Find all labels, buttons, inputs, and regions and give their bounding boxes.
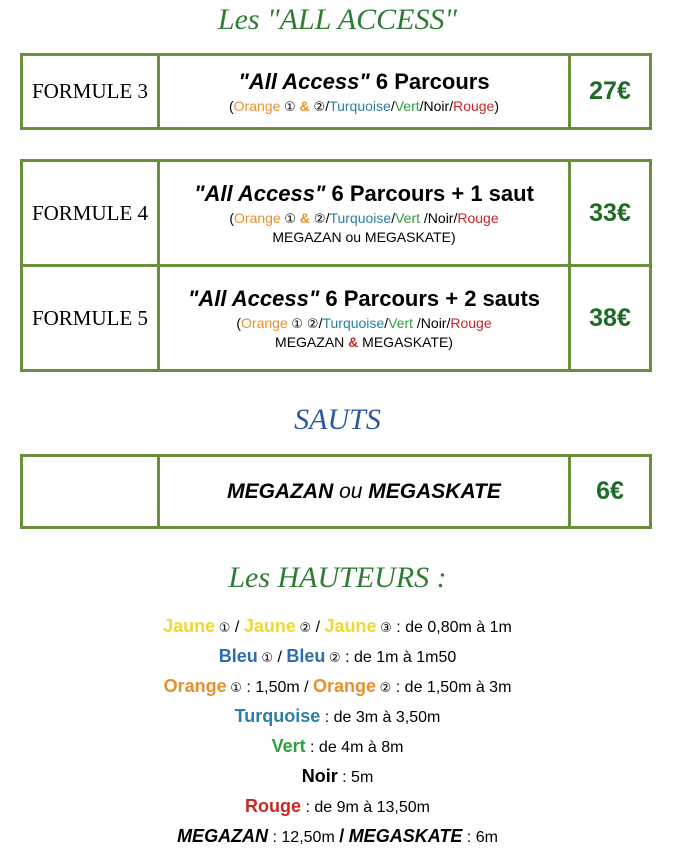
formule-row [22,266,651,371]
formule-row [22,55,651,129]
height-line-jaune: Jaune ① / Jaune ② / Jaune ③ : de 0,80m à 1m [163,616,512,636]
height-line-rouge: Rouge : de 9m à 13,50m [245,796,430,816]
formule-label: FORMULE 4 [22,161,159,266]
sauts-title: SAUTS [294,403,381,436]
sauts-label [22,456,159,528]
height-line-orange: Orange ① : 1,50m / Orange ② : de 1,50m à 3m [163,676,512,696]
formule-price: 33€ [570,161,651,266]
height-line-vert: Vert : de 4m à 8m [271,736,404,756]
formule-title: "All Access" 6 Parcours + 2 sauts [187,286,541,311]
formule-extra: MEGAZAN ou MEGASKATE) [272,229,456,245]
formule-title: "All Access" 6 Parcours + 1 saut [194,181,534,206]
formule-price: 27€ [570,55,651,129]
all-access-title: Les "ALL ACCESS" [217,3,458,36]
sauts-description: MEGAZAN ou MEGASKATE [159,456,570,528]
formule-title: "All Access" 6 Parcours [238,69,490,94]
formule-colors: (Orange ① & ②/Turquoise/Vert /Noir/Rouge [229,210,499,226]
formule-description [159,266,570,371]
formule-label: FORMULE 3 [22,55,159,129]
formule-label: FORMULE 5 [22,266,159,371]
formule-description [159,161,570,266]
formule-price: 38€ [570,266,651,371]
formule-colors: (Orange ① & ②/Turquoise/Vert/Noir/Rouge) [228,98,500,114]
formule-row [22,161,651,266]
formule-extra: MEGAZAN & MEGASKATE) [275,334,453,350]
height-line-turquoise: Turquoise : de 3m à 3,50m [234,706,441,726]
sauts-row [22,456,651,528]
sauts-price: 6€ [570,456,651,528]
hauteurs-list [0,612,675,852]
height-line-megazan: MEGAZAN : 12,50m / MEGASKATE : 6m [177,826,498,846]
formule-3-table [20,53,652,130]
formule-colors: (Orange ① ②/Turquoise/Vert /Noir/Rouge [236,315,492,331]
height-line-bleu: Bleu ① / Bleu ② : de 1m à 1m50 [218,646,457,666]
formule-description [159,55,570,129]
formule-4-5-table [20,159,652,372]
hauteurs-title: Les HAUTEURS : [228,561,447,594]
height-line-noir: Noir : 5m [301,766,374,786]
sauts-table [20,454,652,529]
